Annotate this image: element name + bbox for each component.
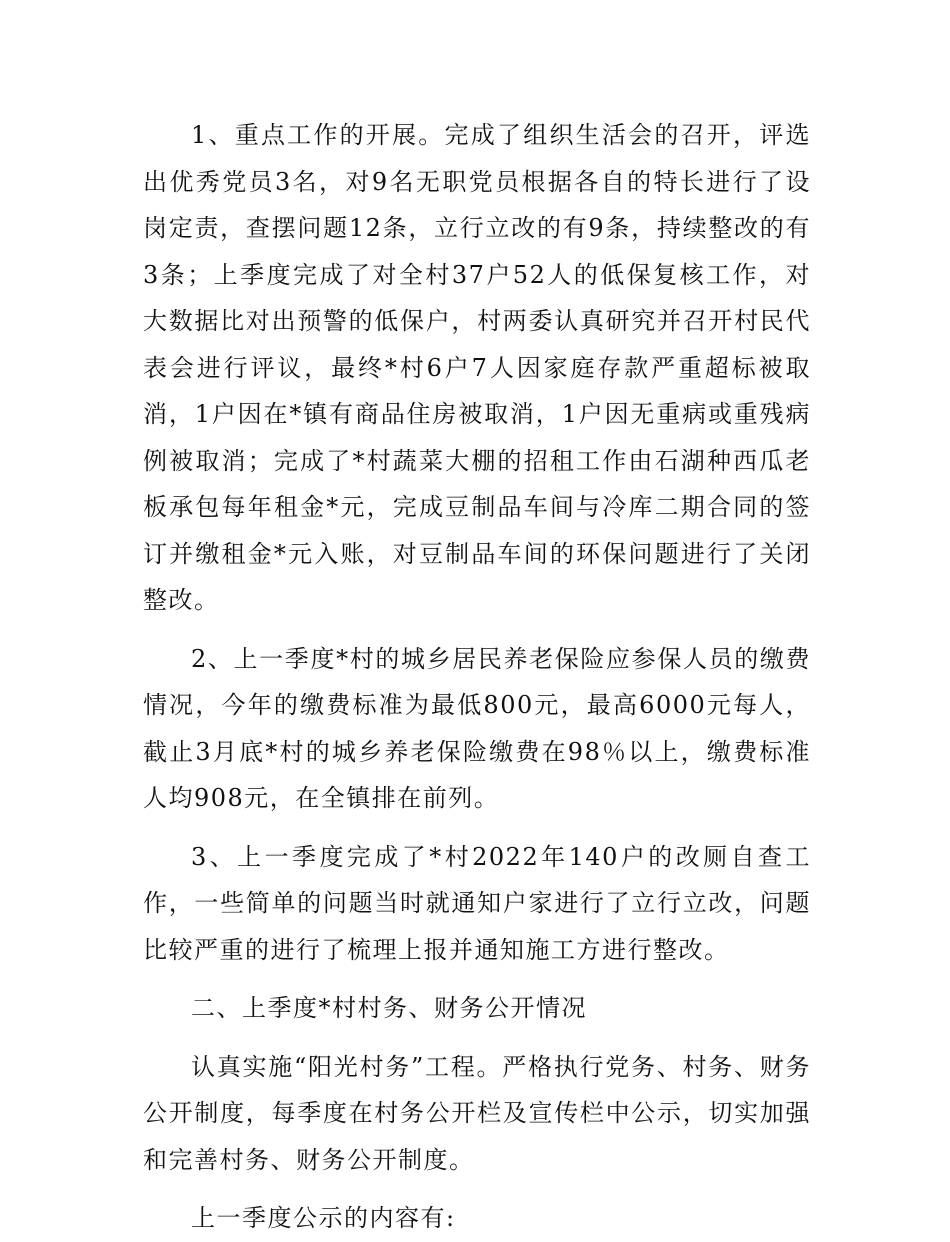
paragraph-key-work: 1、重点工作的开展。完成了组织生活会的召开，评选出优秀党员3名，对9名无职党员根据各自的特长进行了设岗定责，查摆问题12条，立行立改的有9条，持续整改的有3条；上季度完成了对全村37户52人的低保复核工作，对大数据比对出预警的低保户，村两委认真研究并召开村民代表会进行评议，最终*村6户7人因家庭存款严重超标被取消，1户因在*镇有商品住房被取消，1户因无重病或重残病例被取消；完成了*村蔬菜大棚的招租工作由石湖种西瓜老板承包每年租金*元，完成豆制品车间与冷库二期合同的签订并缴租金*元入账，对豆制品车间的环保问题进行了关闭整改。 [143, 121, 811, 614]
section-heading-disclosure: 二、上季度*村村务、财务公开情况 [191, 994, 587, 1022]
paragraph-sunshine-affairs: 认真实施“阳光村务”工程。严格执行党务、村务、财务公开制度，每季度在村务公开栏及宣传栏中公示，切实加强和完善村务、财务公开制度。 [143, 1052, 811, 1174]
paragraph-disclosure-contents: 上一季度公示的内容有: [191, 1204, 456, 1232]
paragraph-pension-insurance: 2、上一季度*村的城乡居民养老保险应参保人员的缴费情况，今年的缴费标准为最低800元，最高6000元每人，截止3月底*村的城乡养老保险缴费在98％以上，缴费标准人均908元，在全镇排在前列。 [143, 644, 811, 812]
paragraph-toilet-renovation: 3、上一季度完成了*村2022年140户的改厕自查工作，一些简单的问题当时就通知户家进行了立行立改，问题比较严重的进行了梳理上报并通知施工方进行整改。 [143, 842, 811, 964]
document-page [143, 112, 811, 1242]
